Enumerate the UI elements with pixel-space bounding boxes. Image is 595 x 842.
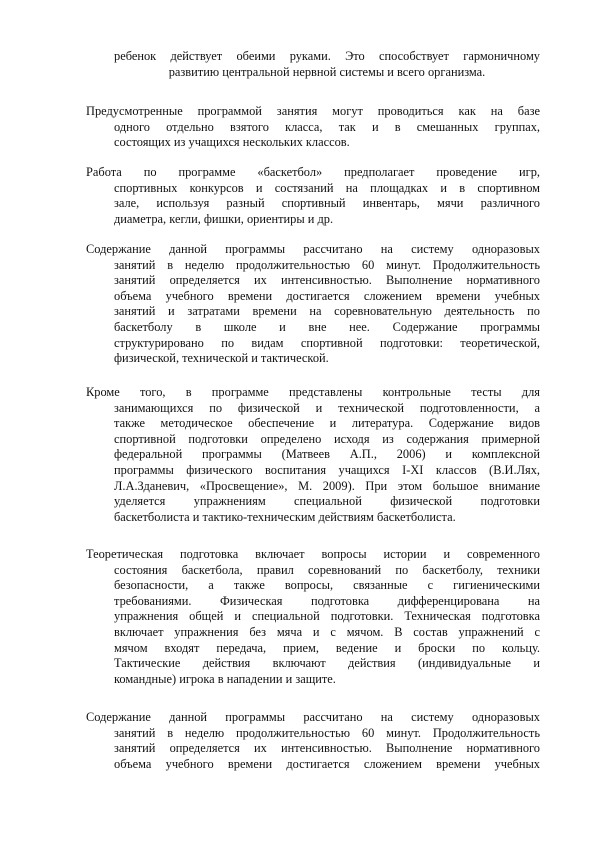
text-line: федеральной программы (Матвеев А.П., 2006) и комплексной <box>114 447 540 462</box>
paragraph <box>86 710 540 772</box>
text-line: спортивных конкурсов и состязаний на площадках и в спортивном <box>114 180 540 195</box>
text-line: ребенок действует обеими руками. Это способствует гармоничному <box>114 49 540 63</box>
text-line: баскетболу в школе и вне нее. Содержание программы <box>114 319 540 334</box>
text-line: объема учебного времени достигается сложением времени учебных <box>114 288 540 303</box>
text-line: программы физического воспитания учащихся I-XI классов (В.И.Лях, <box>114 462 540 477</box>
text-line: Предусмотренные программой занятия могут проводиться как на базе <box>86 104 540 118</box>
text-line: мячом входят передача, прием, ведение и броски по кольцу. <box>114 640 540 655</box>
paragraph <box>86 547 540 687</box>
paragraph <box>86 165 540 227</box>
text-line: требованиями. Физическая подготовка дифференцирована на <box>114 593 540 608</box>
text-line: Л.А.Зданевич, «Просвещение», М. 2009). При этом большое внимание <box>114 478 540 493</box>
text-line: занимающихся по физической и технической подготовленности, а <box>114 400 540 415</box>
text-line: Работа по программе «баскетбол» предполагает проведение игр, <box>86 165 540 179</box>
paragraph <box>86 385 540 525</box>
paragraph <box>86 49 540 80</box>
text-line: занятий определяется их интенсивностью. Выполнение нормативного <box>114 273 540 288</box>
paragraph <box>86 104 540 151</box>
text-line: состоящих из учащихся нескольких классов. <box>114 135 350 150</box>
text-line: упражнения общей и специальной подготовки. Техническая подготовка <box>114 609 540 624</box>
text-line: занятий в неделю продолжительностью 60 минут. Продолжительность <box>114 257 540 272</box>
text-line: Теоретическая подготовка включает вопросы истории и современного <box>86 547 540 561</box>
text-line: занятий определяется их интенсивностью. Выполнение нормативного <box>114 741 540 756</box>
text-line: одного отдельно взятого класса, так и в смешанных группах, <box>114 119 540 134</box>
text-line: спортивной подготовки определено исходя из содержания примерной <box>114 431 540 446</box>
text-line: включает упражнения без мяча и с мячом. В состав упражнений с <box>114 624 540 639</box>
paragraph <box>86 242 540 367</box>
text-line: Тактические действия включают действия (индивидуальные и <box>114 656 540 671</box>
text-line: командные) игрока в нападении и защите. <box>114 671 336 686</box>
text-line: физической, технической и тактической. <box>114 351 329 366</box>
text-line: также методическое обеспечение и литература. Содержание видов <box>114 416 540 431</box>
text-line: развитию центральной нервной системы и всего организма. <box>168 64 486 79</box>
text-line: занятий и затратами времени на соревновательную деятельность по <box>114 304 540 319</box>
text-line: зале, используя разный спортивный инвентарь, мячи различного <box>114 196 540 211</box>
text-line: объема учебного времени достигается сложением времени учебных <box>114 756 540 771</box>
text-line: состояния баскетбола, правил соревнований по баскетболу, техники <box>114 562 540 577</box>
text-line: баскетболиста и тактико-техническим действиям баскетболиста. <box>114 509 456 524</box>
text-line: безопасности, а также вопросы, связанные с гигиеническими <box>114 578 540 593</box>
text-line: Содержание данной программы рассчитано на систему одноразовых <box>86 710 540 724</box>
text-line: занятий в неделю продолжительностью 60 минут. Продолжительность <box>114 725 540 740</box>
text-line: уделяется упражнениям специальной физической подготовки <box>114 494 540 509</box>
text-line: диаметра, кегли, фишки, ориентиры и др. <box>114 211 334 226</box>
text-line: структурировано по видам спортивной подготовки: теоретической, <box>114 335 540 350</box>
text-line: Кроме того, в программе представлены контрольные тесты для <box>86 385 540 399</box>
text-line: Содержание данной программы рассчитано на систему одноразовых <box>86 242 540 256</box>
